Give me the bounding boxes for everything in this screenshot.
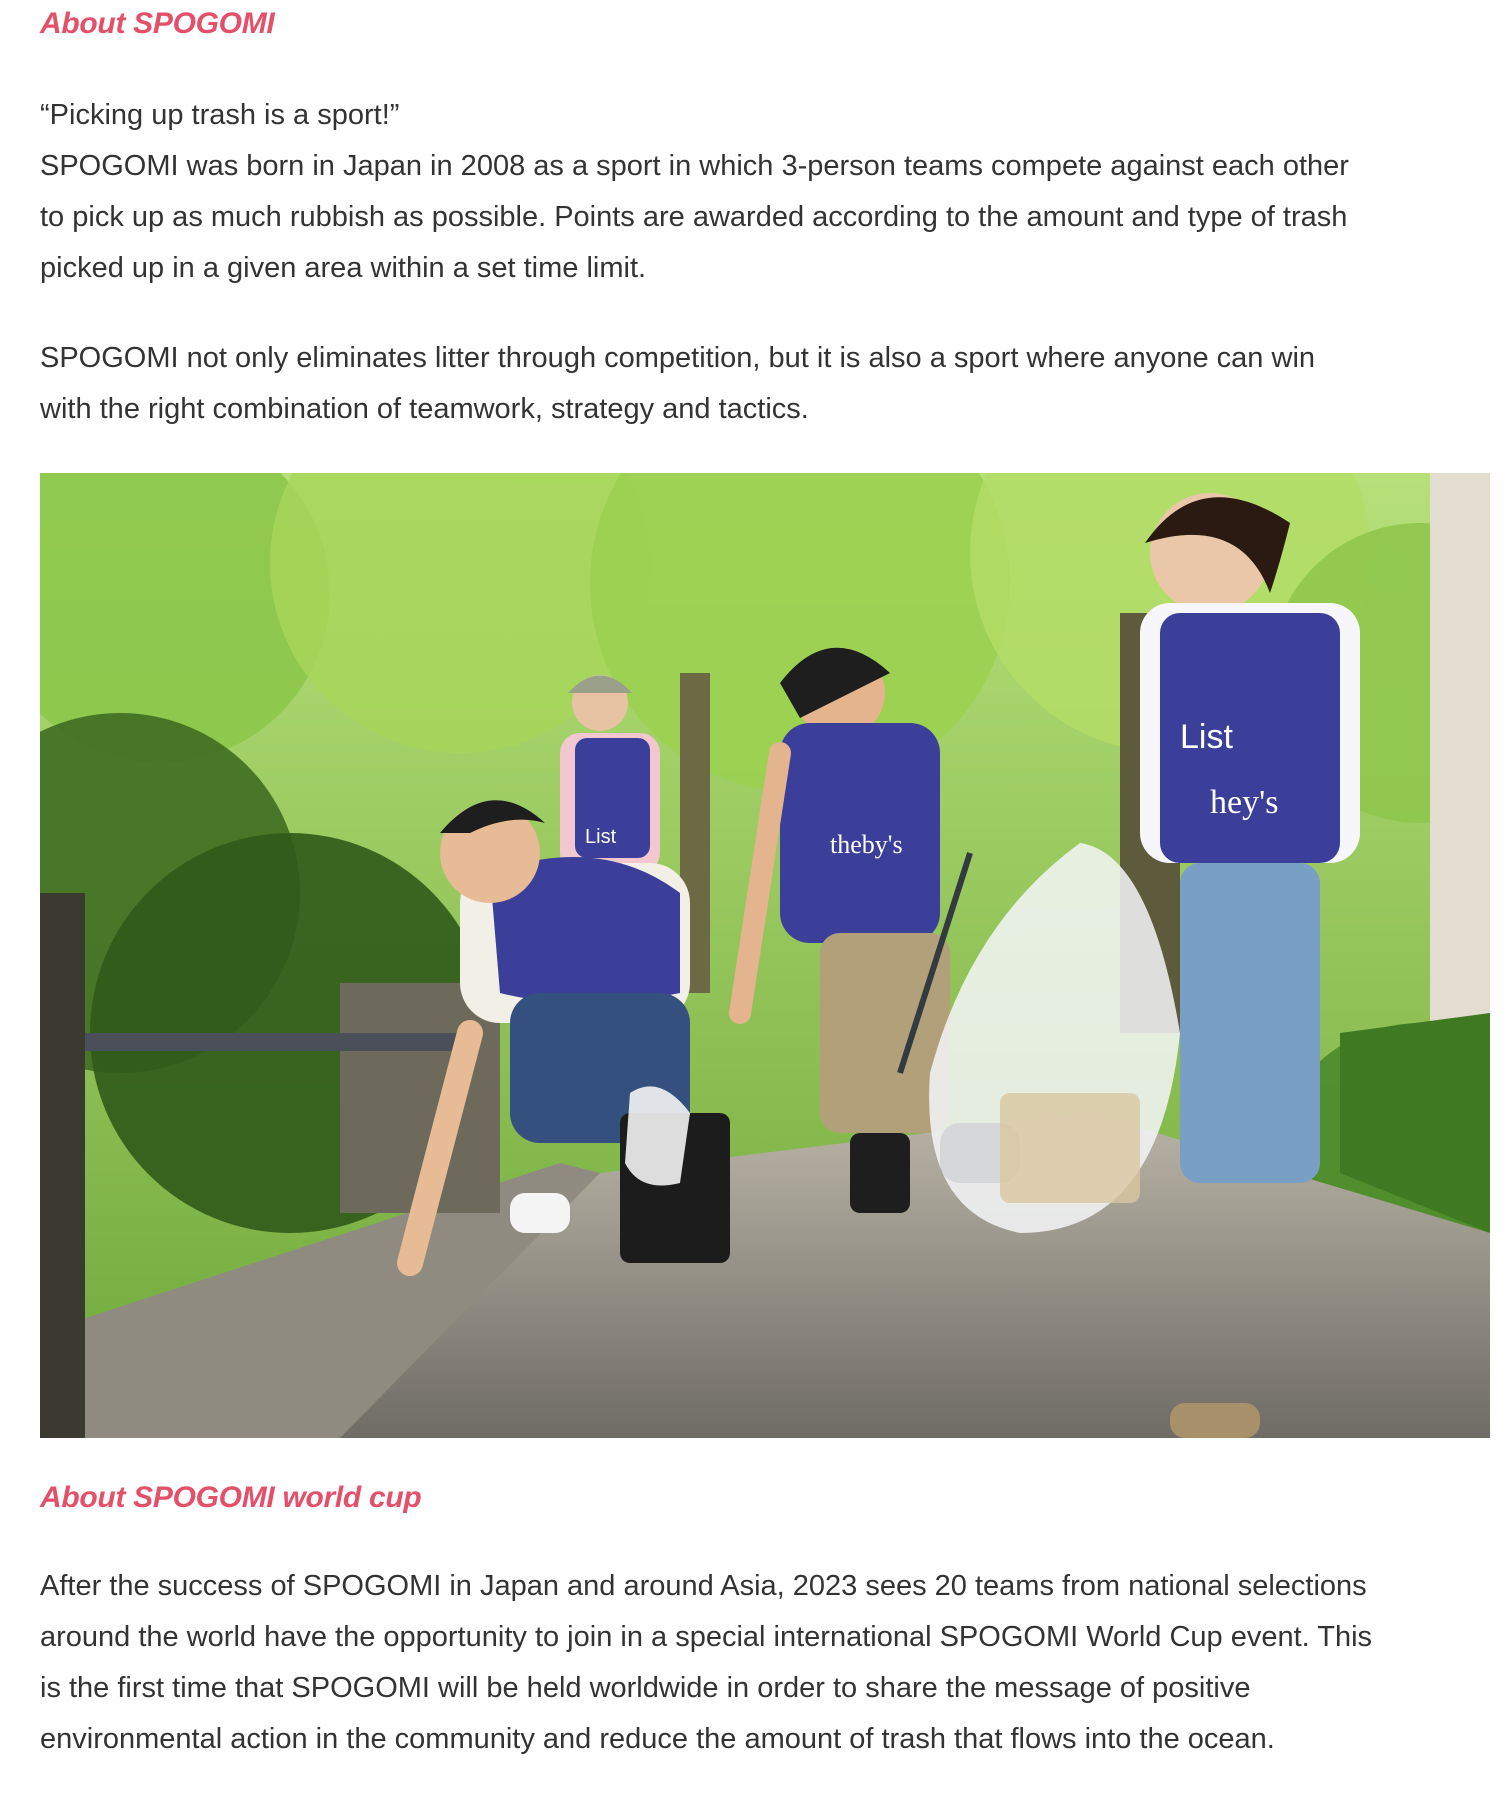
- quote-line: “Picking up trash is a sport!”: [40, 99, 400, 131]
- paragraph-line: SPOGOMI not only eliminates litter through competition, but it is also a sport where anyone can win: [40, 342, 1316, 374]
- photo-illustration: [40, 473, 1490, 1438]
- paragraph-line: with the right combination of teamwork, strategy and tactics.: [40, 393, 809, 425]
- paragraph-line: environmental action in the community and reduce the amount of trash that flows into the ocean.: [40, 1723, 1275, 1755]
- section-heading-about: About SPOGOMI: [40, 7, 275, 40]
- paragraph-line: After the success of SPOGOMI in Japan and around Asia, 2023 sees 20 teams from national selections: [40, 1570, 1367, 1602]
- vest-logo-text: hey's: [1210, 784, 1279, 821]
- intro-paragraph: [40, 90, 1490, 294]
- section-heading-world-cup: About SPOGOMI world cup: [40, 1481, 422, 1514]
- paragraph-line: picked up in a given area within a set time limit.: [40, 252, 647, 284]
- vest-logo-text: List: [1180, 718, 1233, 756]
- vest-logo-text: List: [585, 826, 617, 848]
- paragraph-line: is the first time that SPOGOMI will be held worldwide in order to share the message of positive: [40, 1672, 1251, 1704]
- paragraph-line: SPOGOMI was born in Japan in 2008 as a sport in which 3-person teams compete against each other: [40, 150, 1349, 182]
- paragraph-line: to pick up as much rubbish as possible. Points are awarded according to the amount and type of trash: [40, 201, 1348, 233]
- world-cup-paragraph: [40, 1561, 1490, 1765]
- second-paragraph: [40, 333, 1490, 435]
- vest-logo-text: theby's: [830, 830, 903, 859]
- paragraph-line: around the world have the opportunity to join in a special international SPOGOMI World Cup event. This: [40, 1621, 1373, 1653]
- spogomi-photo: [40, 473, 1490, 1438]
